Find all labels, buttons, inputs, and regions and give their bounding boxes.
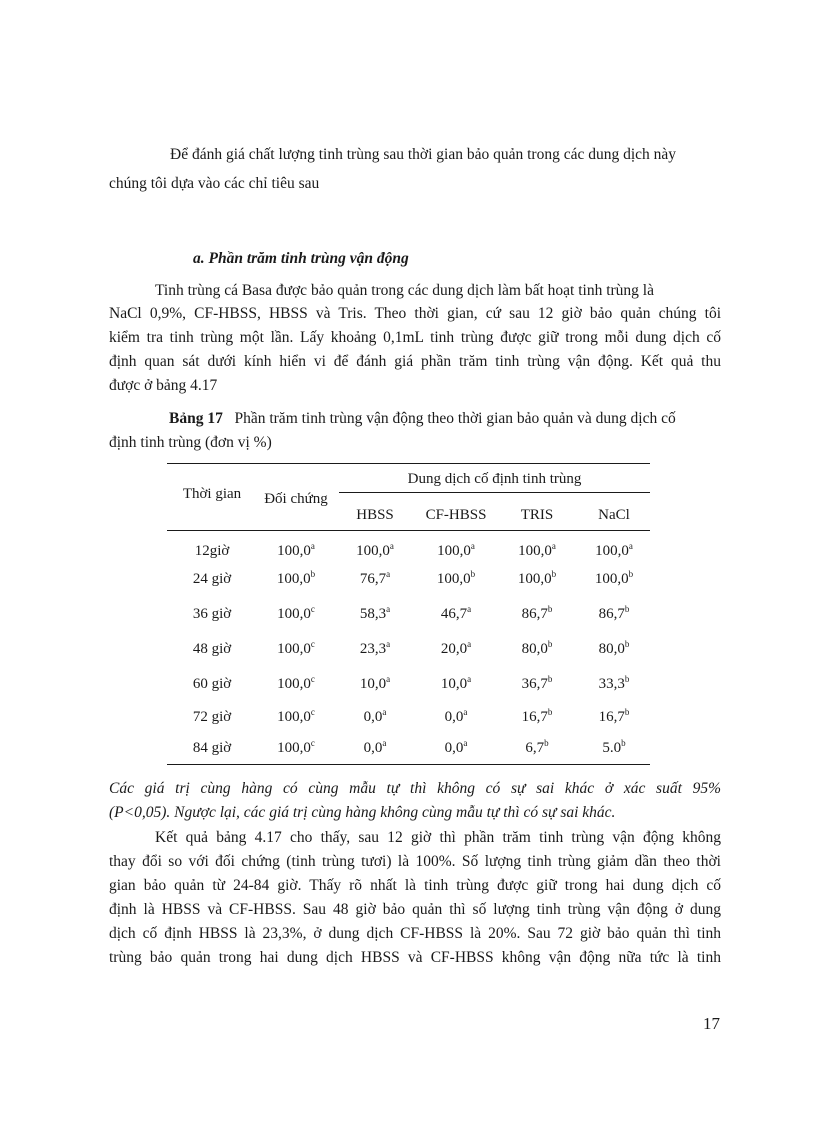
cell-value: 100,0 xyxy=(277,641,311,657)
table-cell xyxy=(345,707,405,725)
table-cell xyxy=(345,674,405,692)
table-cell xyxy=(252,541,340,559)
para2-line-3: gian bảo quản từ 24-84 giờ. Thấy rõ nhất là tinh trùng được giữ trong hai dung dịch cố xyxy=(109,877,721,894)
table-row-time: 12giờ xyxy=(194,543,230,559)
table-row-time: 24 giờ xyxy=(192,571,232,587)
table-cell xyxy=(252,674,340,692)
table-cell xyxy=(414,569,498,587)
cell-superscript: a xyxy=(463,738,468,748)
note-line-2: (P<0,05). Ngược lại, các giá trị cùng hàng không cùng mẫu tự thì có sự sai khác. xyxy=(109,804,616,821)
cell-value: 100,0 xyxy=(517,571,552,587)
para1-line-2: NaCl 0,9%, CF-HBSS, HBSS và Tris. Theo thời gian, cứ sau 12 giờ bảo quản chúng tôi xyxy=(109,305,721,322)
table-cell xyxy=(252,639,340,657)
table-cell xyxy=(576,639,652,657)
table-cell xyxy=(507,674,567,692)
cell-superscript: a xyxy=(389,541,394,551)
table-cell xyxy=(507,604,567,622)
cell-value: 80,0 xyxy=(598,641,625,657)
cell-superscript: a xyxy=(551,541,556,551)
table-cell xyxy=(252,738,340,756)
cell-superscript: a xyxy=(386,604,391,614)
cell-superscript: a xyxy=(386,639,391,649)
caption-label: Bảng 17 xyxy=(169,410,223,427)
table-row-time: 84 giờ xyxy=(192,740,232,756)
header-control: Đối chứng xyxy=(264,491,328,507)
cell-superscript: b xyxy=(547,707,553,717)
table-cell xyxy=(345,738,405,756)
cell-superscript: a xyxy=(628,541,633,551)
cell-superscript: b xyxy=(624,674,630,684)
table-row-time: 36 giờ xyxy=(192,606,232,622)
table-cell xyxy=(345,639,405,657)
cell-value: 100,0 xyxy=(276,571,311,587)
cell-value: 46,7 xyxy=(440,606,468,622)
cell-value: 23,3 xyxy=(359,641,387,657)
table-cell xyxy=(507,738,567,756)
cell-value: 0,0 xyxy=(363,740,383,756)
cell-superscript: b xyxy=(551,569,557,579)
table-cell xyxy=(414,604,498,622)
table-cell xyxy=(345,569,405,587)
cell-superscript: c xyxy=(310,674,315,684)
cell-value: 0,0 xyxy=(444,740,464,756)
para2-line-1: Kết quả bảng 4.17 cho thấy, sau 12 giờ thì phần trăm tinh trùng vận động không xyxy=(155,829,721,846)
cell-superscript: c xyxy=(310,707,315,717)
caption-text-1: Phần trăm tinh trùng vận động theo thời gian bảo quản và dung dịch cố xyxy=(234,410,676,427)
cell-superscript: b xyxy=(628,569,634,579)
cell-value: 100,0 xyxy=(595,543,629,559)
table-row-time: 48 giờ xyxy=(192,641,232,657)
table-cell xyxy=(507,541,567,559)
cell-superscript: c xyxy=(310,639,315,649)
header-solution-group: Dung dịch cố định tinh trùng xyxy=(407,471,582,487)
table-bottom-rule xyxy=(167,764,650,765)
header-hbss: HBSS xyxy=(356,507,394,523)
cell-value: 100,0 xyxy=(594,571,629,587)
table-top-rule xyxy=(167,463,650,464)
header-cf-hbss: CF-HBSS xyxy=(425,507,487,523)
cell-superscript: b xyxy=(547,639,553,649)
cell-superscript: b xyxy=(544,738,549,748)
cell-value: 58,3 xyxy=(359,606,387,622)
cell-value: 6,7 xyxy=(525,740,545,756)
table-cell xyxy=(414,639,498,657)
table-cell xyxy=(576,569,652,587)
para1-line-5: được ở bảng 4.17 xyxy=(109,377,218,394)
table-row-time: 72 giờ xyxy=(192,709,232,725)
cell-superscript: b xyxy=(547,674,553,684)
cell-value: 100,0 xyxy=(518,543,552,559)
cell-superscript: a xyxy=(386,674,391,684)
header-tris: TRIS xyxy=(520,507,554,523)
note-line-1: Các giá trị cùng hàng có cùng mẫu tự thì không có sự sai khác ở xác suất 95% xyxy=(109,780,721,797)
table-group-rule xyxy=(339,492,650,493)
table-cell xyxy=(252,569,340,587)
header-time: Thời gian xyxy=(182,486,242,502)
table-cell xyxy=(507,639,567,657)
para1-line-4: định quan sát dưới kính hiển vi để đánh giá phần trăm tinh trùng vận động. Kết quả thu xyxy=(109,353,721,370)
table-header-rule xyxy=(167,530,650,531)
cell-superscript: a xyxy=(382,707,387,717)
table-cell xyxy=(414,738,498,756)
table-cell xyxy=(507,569,567,587)
cell-value: 76,7 xyxy=(359,571,387,587)
cell-superscript: b xyxy=(624,639,630,649)
cell-value: 100,0 xyxy=(277,709,311,725)
para1-line-1: Tinh trùng cá Basa được bảo quản trong các dung dịch làm bất hoạt tinh trùng là xyxy=(155,282,654,299)
cell-value: 0,0 xyxy=(444,709,464,725)
cell-value: 0,0 xyxy=(363,709,383,725)
cell-value: 100,0 xyxy=(277,543,311,559)
table-cell xyxy=(576,738,652,756)
cell-superscript: a xyxy=(310,541,315,551)
table-cell xyxy=(507,707,567,725)
para2-line-6: trùng bảo quản trong hai dung dịch HBSS và CF-HBSS không vận động nữa tức là tinh xyxy=(109,949,721,966)
table-cell xyxy=(576,674,652,692)
table-cell xyxy=(576,707,652,725)
para2-line-4: định là HBSS và CF-HBSS. Sau 48 giờ bảo quản thì số lượng tinh trùng vận động ở dung xyxy=(109,901,721,918)
cell-value: 10,0 xyxy=(440,676,468,692)
cell-superscript: b xyxy=(470,569,476,579)
para2-line-5: dịch cố định HBSS là 23,3%, ở dung dịch CF-HBSS là 20%. Sau 72 giờ bảo quản thì tinh xyxy=(109,925,721,942)
cell-value: 36,7 xyxy=(521,676,548,692)
cell-superscript: a xyxy=(470,541,475,551)
cell-value: 16,7 xyxy=(521,709,548,725)
table-cell xyxy=(576,541,652,559)
table-cell xyxy=(414,541,498,559)
cell-value: 16,7 xyxy=(598,709,625,725)
cell-superscript: b xyxy=(624,707,630,717)
cell-superscript: a xyxy=(467,674,472,684)
cell-value: 100,0 xyxy=(437,543,471,559)
cell-superscript: a xyxy=(467,639,472,649)
cell-superscript: b xyxy=(621,738,626,748)
intro-line-2: chúng tôi dựa vào các chỉ tiêu sau xyxy=(109,175,320,192)
cell-superscript: b xyxy=(310,569,316,579)
cell-value: 86,7 xyxy=(521,606,548,622)
table-cell xyxy=(252,604,340,622)
cell-superscript: a xyxy=(463,707,468,717)
table-cell xyxy=(414,674,498,692)
cell-value: 86,7 xyxy=(598,606,625,622)
table-cell xyxy=(576,604,652,622)
cell-value: 100,0 xyxy=(277,606,311,622)
cell-value: 100,0 xyxy=(356,543,390,559)
cell-superscript: a xyxy=(467,604,472,614)
cell-value: 33,3 xyxy=(598,676,625,692)
cell-superscript: b xyxy=(547,604,553,614)
cell-superscript: c xyxy=(310,604,315,614)
cell-superscript: a xyxy=(382,738,387,748)
table-cell xyxy=(345,541,405,559)
page-number: 17 xyxy=(703,1014,720,1033)
cell-value: 100,0 xyxy=(436,571,471,587)
para1-line-3: kiểm tra tinh trùng một lần. Lấy khoảng 0,1mL tinh trùng được giữ trong mỗi dung dịch cố xyxy=(109,329,721,346)
cell-value: 20,0 xyxy=(440,641,468,657)
cell-superscript: b xyxy=(624,604,630,614)
cell-value: 80,0 xyxy=(521,641,548,657)
para2-line-2: thay đổi so với đối chứng (tinh trùng tươi) là 100%. Số lượng tinh trùng giảm dần theo thời xyxy=(109,853,721,870)
table-row-time: 60 giờ xyxy=(192,676,232,692)
intro-line-1: Để đánh giá chất lượng tinh trùng sau thời gian bảo quản trong các dung dịch này xyxy=(170,146,677,163)
cell-superscript: a xyxy=(386,569,391,579)
table-cell xyxy=(345,604,405,622)
header-nacl: NaCl xyxy=(598,507,630,523)
section-heading: a. Phần trăm tinh trùng vận động xyxy=(193,250,409,267)
cell-value: 5.0 xyxy=(602,740,622,756)
table-cell xyxy=(252,707,340,725)
cell-value: 100,0 xyxy=(277,676,311,692)
table-cell xyxy=(414,707,498,725)
table-caption xyxy=(169,411,721,426)
cell-superscript: c xyxy=(310,738,315,748)
cell-value: 10,0 xyxy=(359,676,387,692)
cell-value: 100,0 xyxy=(277,740,311,756)
caption-line-2: định tinh trùng (đơn vị %) xyxy=(109,434,272,451)
